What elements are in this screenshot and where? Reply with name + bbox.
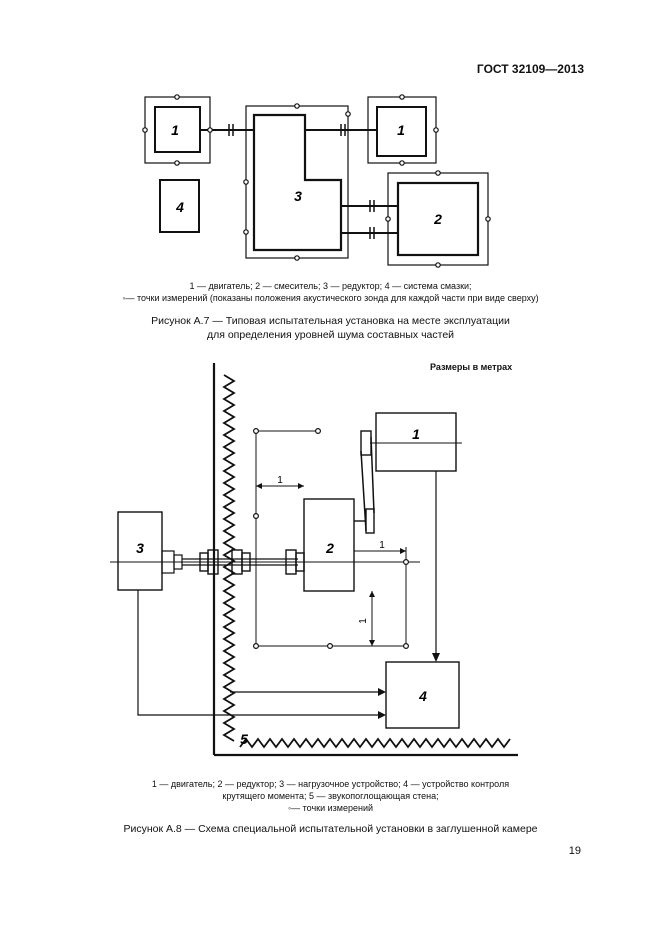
a8-title: Рисунок А.8 — Схема специальной испытательной установки в заглушенной камере [123,823,538,835]
figure-a8-diagram [0,355,661,765]
a8-motor-box [376,413,456,471]
units-note: Размеры в метрах [430,362,513,372]
a7-legend-line2: ◦— точки измерений (показаны положения акустического зонда для каждой части при виде сверху) [122,293,539,303]
a8-label-motor: 1 [412,426,420,442]
a7-label-mixer: 2 [434,211,442,227]
a7-gearbox-box [254,115,341,250]
a8-label-load: 3 [136,540,144,556]
a7-title-line2: для определения уровней шума составных частей [206,329,455,341]
a8-label-gearbox: 2 [326,540,334,556]
a7-legend-line1: 1 — двигатель; 2 — смеситель; 3 — редуктор; 4 — система смазки; [189,281,472,291]
a8-legend-line2: крутящего момента; 5 — звукопоглощающая стена; [222,791,439,801]
page-number: 19 [568,845,581,857]
a7-label-gearbox: 3 [294,188,302,204]
a7-label-motor-right: 1 [397,122,405,138]
a7-label-lube: 4 [176,199,184,215]
a8-dim-1: 1 [277,475,283,486]
a7-title-line1: Рисунок А.7 — Типовая испытательная установка на месте эксплуатации [151,315,510,327]
a8-legend-line1: 1 — двигатель; 2 — редуктор; 3 — нагрузочное устройство; 4 — устройство контроля [151,779,510,789]
a8-measurement-points [254,429,409,649]
standard-number: ГОСТ 32109—2013 [476,62,584,76]
figure-a7-diagram [0,0,661,280]
a8-floor-zigzag [240,739,510,747]
a8-dim-3: 1 [358,618,369,624]
a8-dim-2: 1 [379,540,385,551]
a7-label-motor-left: 1 [171,122,179,138]
a8-legend-line3: ◦— точки измерений [287,803,374,813]
a8-label-wall: 5 [240,731,248,747]
a7-gearbox-outline [246,106,348,258]
a8-label-torque: 4 [419,688,427,704]
